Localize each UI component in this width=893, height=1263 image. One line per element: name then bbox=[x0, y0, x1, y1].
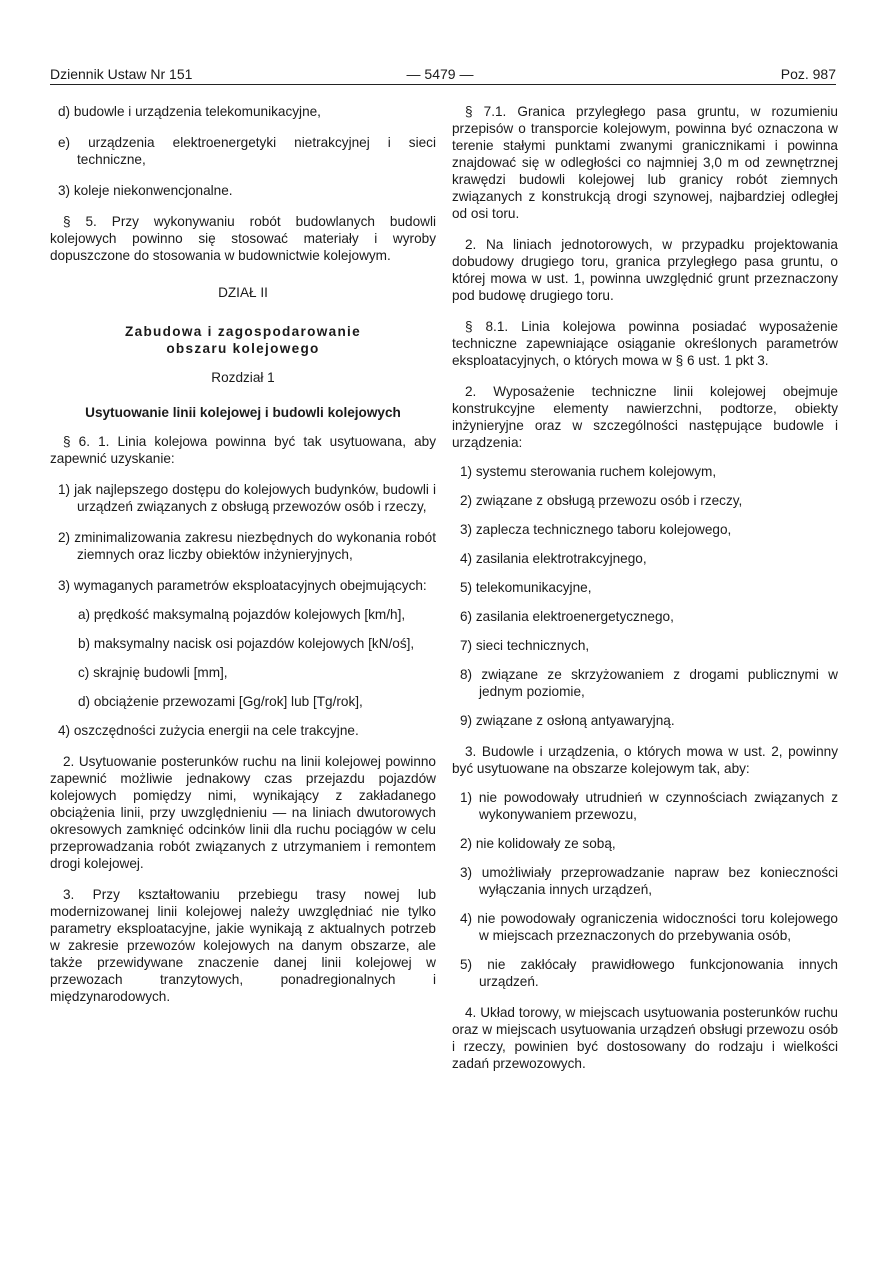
list-item: e) urządzenia elektroenergetyki nietrakcyjnej i sieci techniczne, bbox=[58, 135, 436, 167]
paragraph: § 6. 1. Linia kolejowa powinna być tak usytuowana, aby zapewnić uzyskanie: bbox=[50, 434, 436, 466]
list-item: 2) nie kolidowały ze sobą, bbox=[460, 836, 616, 851]
list-item: 3) umożliwiały przeprowadzanie napraw bez konieczności wyłączania innych urządzeń, bbox=[460, 865, 838, 897]
left-column bbox=[50, 103, 436, 1005]
list-item: d) budowle i urządzenia telekomunikacyjne, bbox=[58, 104, 321, 119]
page-number: — 5479 — bbox=[406, 66, 474, 82]
list-item: b) maksymalny nacisk osi pojazdów kolejowych [kN/oś], bbox=[78, 636, 415, 651]
list-item: 1) systemu sterowania ruchem kolejowym, bbox=[460, 464, 717, 479]
paragraph: § 7.1. Granica przyległego pasa gruntu, w rozumieniu przepisów o transporcie kolejowym, powinna być oznaczona w terenie stałymi punktami zwanymi granicznikami i powinna znajdować się w odległości co najmniej 3,0 m od zewnętrznej krawędzi budowli kolejowej lub granicy robót ziemnych związanych z konstrukcją drogi szynowej, najbardziej odległej od osi toru. bbox=[452, 104, 838, 221]
right-column bbox=[452, 103, 838, 1072]
chapter-title: Usytuowanie linii kolejowej i budowli kolejowych bbox=[85, 405, 401, 420]
paragraph: § 8.1. Linia kolejowa powinna posiadać wyposażenie techniczne zapewniające osiąganie określonych parametrów eksploatacyjnych, o których mowa w § 6 ust. 1 pkt 3. bbox=[452, 319, 838, 368]
list-item: 3) zaplecza technicznego taboru kolejowego, bbox=[460, 522, 732, 537]
list-item: 3) wymaganych parametrów eksploatacyjnych obejmujących: bbox=[58, 578, 427, 593]
list-item: c) skrajnię budowli [mm], bbox=[78, 665, 228, 680]
list-item: 9) związane z osłoną antyawaryjną. bbox=[460, 713, 675, 728]
list-item: 5) telekomunikacyjne, bbox=[460, 580, 592, 595]
paragraph: 2. Wyposażenie techniczne linii kolejowej obejmuje konstrukcyjne elementy nawierzchni, podtorze, obiekty inżynieryjne oraz w szczególności następujące budowle i urządzenia: bbox=[452, 384, 838, 450]
list-item: 1) nie powodowały utrudnień w czynnościach związanych z wykonywaniem przewozu, bbox=[460, 790, 838, 822]
list-item: 8) związane ze skrzyżowaniem z drogami publicznymi w jednym poziomie, bbox=[460, 667, 838, 699]
header-rule bbox=[50, 84, 836, 85]
paragraph: 2. Usytuowanie posterunków ruchu na linii kolejowej powinno zapewnić możliwie jednakowy czas przejazdu pojazdów kolejowych pomiędzy nimi, wynikający z zakładanego obciążenia linii, przy uwzględnieniu — na liniach dwutorowych okresowych zamknięć odcinków linii dla ruchu pociągów w celu przeprowadzania robót związanych z utrzymaniem i remontem drogi kolejowej. bbox=[50, 754, 436, 871]
section-heading: DZIAŁ II bbox=[218, 285, 268, 300]
position-number: Poz. 987 bbox=[780, 66, 836, 82]
journal-title: Dziennik Ustaw Nr 151 bbox=[50, 66, 193, 82]
list-item: 1) jak najlepszego dostępu do kolejowych budynków, budowli i urządzeń związanych z obsługą przewozów osób i rzeczy, bbox=[58, 482, 436, 514]
section-title: obszaru kolejowego bbox=[166, 341, 320, 356]
list-item: 7) sieci technicznych, bbox=[460, 638, 590, 653]
paragraph: 3. Budowle i urządzenia, o których mowa w ust. 2, powinny być usytuowane na obszarze kolejowym tak, aby: bbox=[452, 744, 838, 776]
paragraph: 4. Układ torowy, w miejscach usytuowania posterunków ruchu oraz w miejscach usytuowania urządzeń obsługi przewozu osób i rzeczy, powinien być dostosowany do rodzaju i wielkości zadań przewozowych. bbox=[452, 1005, 838, 1071]
list-item: 3) koleje niekonwencjonalne. bbox=[58, 183, 233, 198]
list-item: 2) zminimalizowania zakresu niezbędnych do wykonania robót ziemnych oraz liczby obiektów inżynieryjnych, bbox=[58, 530, 436, 562]
paragraph: 2. Na liniach jednotorowych, w przypadku projektowania dobudowy drugiego toru, granica przyległego pasa gruntu, o której mowa w ust. 1, powinna uwzględnić grunt przeznaczony pod budowę drugiego toru. bbox=[452, 237, 838, 303]
list-item: 4) oszczędności zużycia energii na cele trakcyjne. bbox=[58, 723, 359, 738]
section-title: Zabudowa i zagospodarowanie bbox=[124, 324, 361, 339]
list-item: 5) nie zakłócały prawidłowego funkcjonowania innych urządzeń. bbox=[460, 957, 838, 989]
paragraph: § 5. Przy wykonywaniu robót budowlanych budowli kolejowych powinno się stosować materiały i wyroby dopuszczone do stosowania w budownictwie kolejowym. bbox=[50, 214, 436, 263]
list-item: a) prędkość maksymalną pojazdów kolejowych [km/h], bbox=[78, 607, 406, 622]
list-item: d) obciążenie przewozami [Gg/rok] lub [Tg/rok], bbox=[78, 694, 363, 709]
chapter-heading: Rozdział 1 bbox=[211, 370, 275, 385]
list-item: 4) nie powodowały ograniczenia widoczności toru kolejowego w miejscach przeznaczonych do przebywania osób, bbox=[460, 911, 838, 943]
list-item: 6) zasilania elektroenergetycznego, bbox=[460, 609, 674, 624]
list-item: 2) związane z obsługą przewozu osób i rzeczy, bbox=[460, 493, 743, 508]
paragraph: 3. Przy kształtowaniu przebiegu trasy nowej lub modernizowanej linii kolejowej należy uwzględniać nie tylko parametry eksploatacyjne, jakie wynikają z aktualnych potrzeb w zakresie przewozów kolejowych na danym obszarze, ale także przewidywane znaczenie danej linii kolejowej w przewozach tranzytowych, ponadregionalnych i międzynarodowych. bbox=[50, 887, 436, 1004]
list-item: 4) zasilania elektrotrakcyjnego, bbox=[460, 551, 647, 566]
